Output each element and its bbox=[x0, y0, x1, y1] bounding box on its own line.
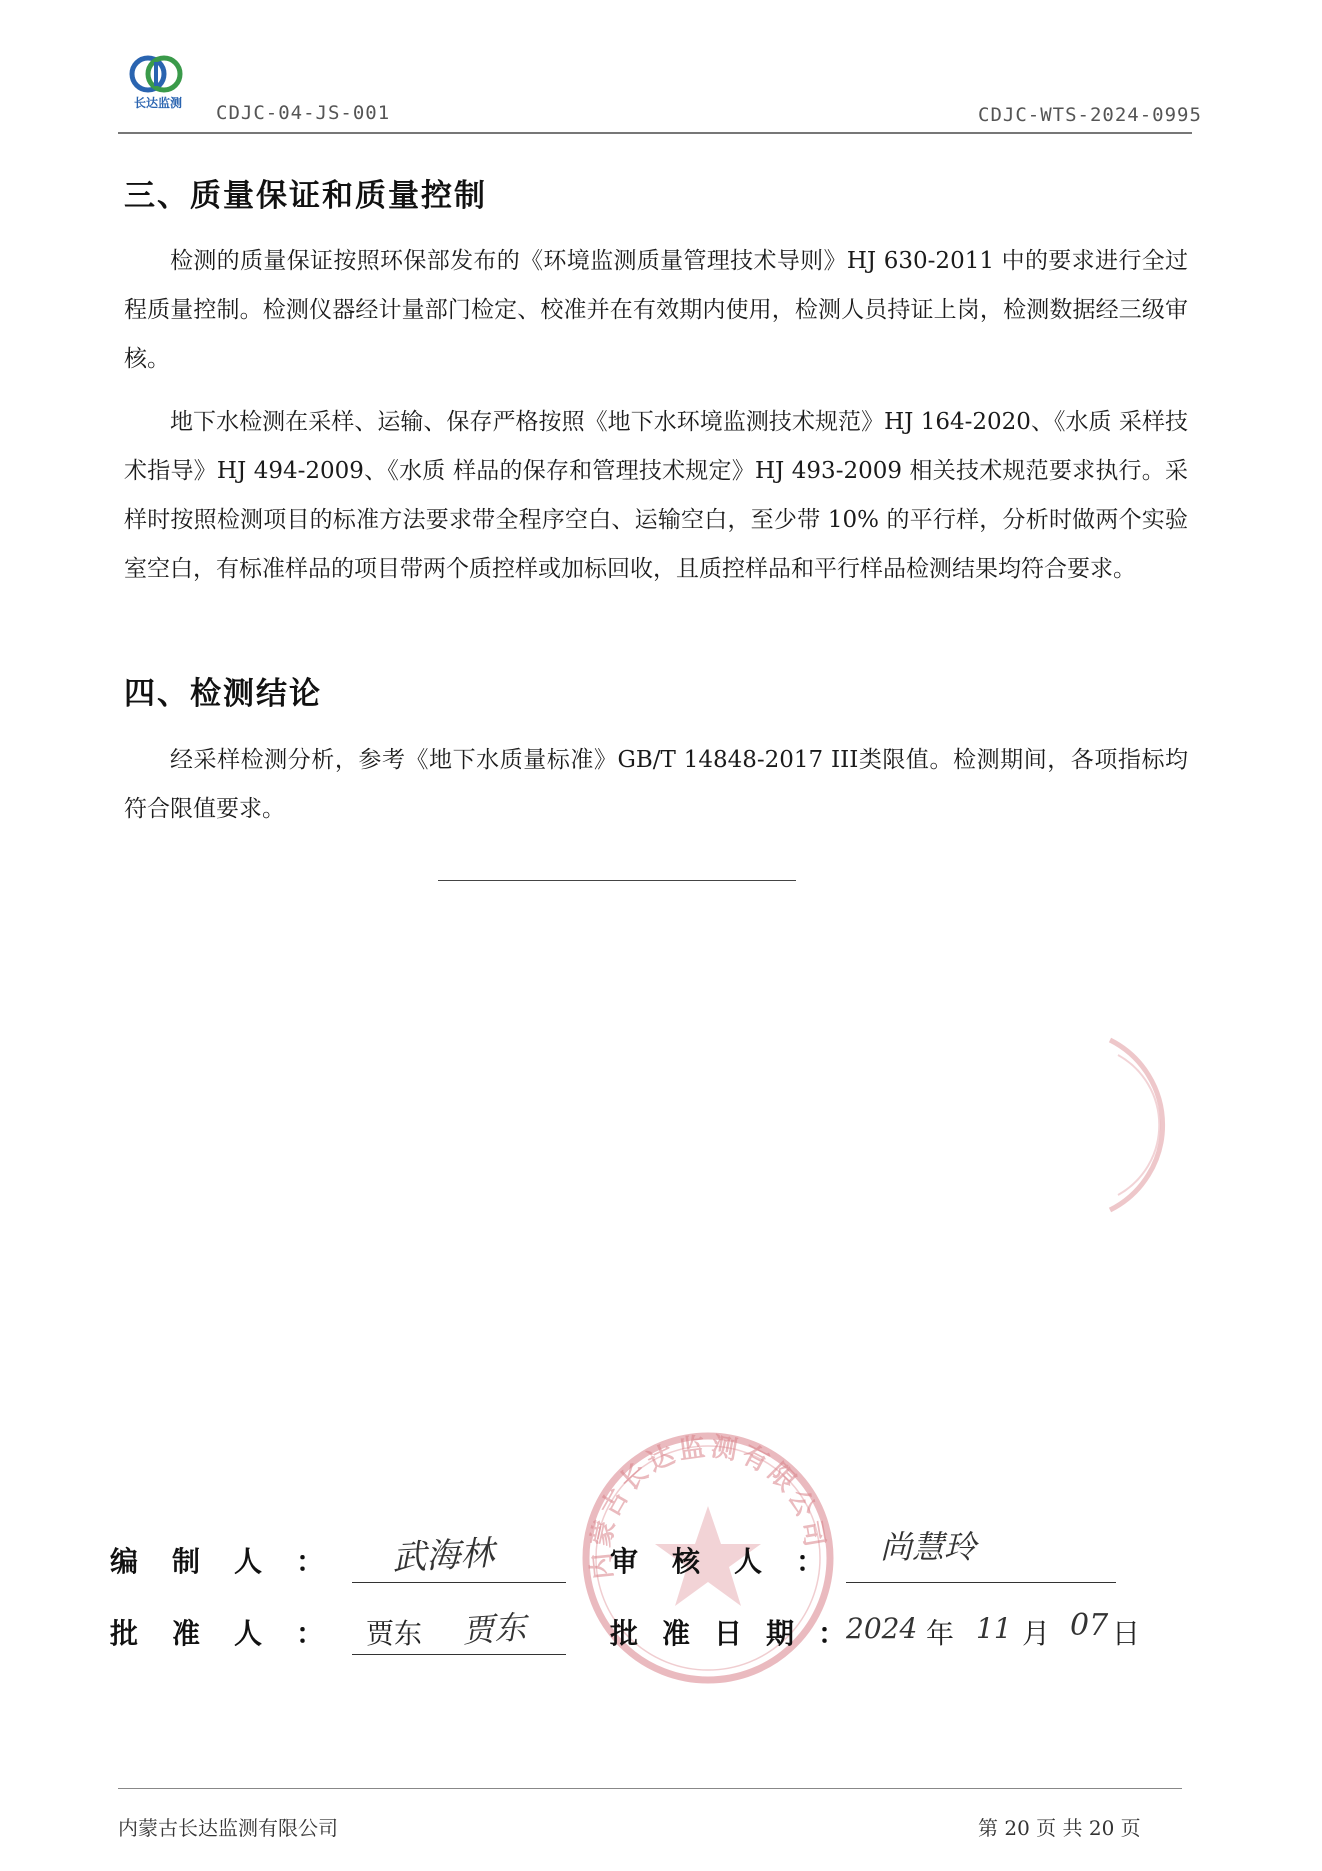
logo-text: 长达监测 bbox=[133, 96, 182, 110]
section-heading-conclusion: 四、检测结论 bbox=[124, 676, 322, 712]
paragraph-quality-assurance: 检测的质量保证按照环保部发布的《环境监测质量管理技术导则》HJ 630-2011 中的要求进行全过程质量控制。检测仪器经计量部门检定、校准并在有效期内使用，检测人员持证上岗，检测数据经三级审核。 bbox=[124, 248, 1188, 372]
section-heading-quality: 三、质量保证和质量控制 bbox=[124, 178, 487, 214]
reviewer-label: 审核人： bbox=[610, 1545, 859, 1578]
approval-date-label: 批准日期： bbox=[610, 1617, 871, 1650]
footer-page-info: 第 20 页 共 20 页 bbox=[978, 1816, 1141, 1840]
paragraph-conclusion: 经采样检测分析，参考《地下水质量标准》GB/T 14848-2017 III类限值。检测期间，各项指标均符合限值要求。 bbox=[124, 747, 1188, 822]
footer-company: 内蒙古长达监测有限公司 bbox=[118, 1816, 338, 1840]
document-code: CDJC-04-JS-001 bbox=[216, 102, 391, 124]
approver-sign-line bbox=[352, 1654, 566, 1655]
approver-name: 贾东 bbox=[366, 1617, 423, 1650]
approver-label: 批准人： bbox=[110, 1617, 359, 1650]
seal-text: 内蒙古长达监测有限公司 bbox=[586, 1432, 830, 1581]
end-of-text-line bbox=[438, 880, 796, 881]
reviewer-sign-line bbox=[846, 1582, 1116, 1583]
report-number: CDJC-WTS-2024-0995 bbox=[978, 104, 1202, 126]
compiler-signature: 武海林 bbox=[391, 1533, 496, 1579]
approver-signature: 贾东 bbox=[460, 1607, 528, 1651]
compiler-label: 编制人： bbox=[110, 1545, 359, 1578]
footer-divider bbox=[118, 1788, 1182, 1789]
year-char: 年 bbox=[926, 1617, 955, 1650]
day-char: 日 bbox=[1112, 1617, 1141, 1650]
edge-seal-stamp bbox=[1100, 1035, 1190, 1215]
approval-day: 07 bbox=[1070, 1608, 1109, 1643]
paragraph-groundwater-sampling: 地下水检测在采样、运输、保存严格按照《地下水环境监测技术规范》HJ 164-2020、《水质 采样技术指导》HJ 494-2009、《水质 样品的保存和管理技术规定》HJ 493-2009 相关技术规范要求执行。采样时按照检测项目的标准方法要求带全程序空白、运输空白，至少带 10% 的平行样，分析时做两个实验室空白，有标准样品的项目带两个质控样或加标回收，且质控样品和平行样品检测结果均符合要求。 bbox=[124, 409, 1188, 582]
logo-icon bbox=[118, 52, 198, 96]
approval-month: 11 bbox=[976, 1612, 1012, 1645]
compiler-sign-line bbox=[352, 1582, 566, 1583]
month-char: 月 bbox=[1022, 1617, 1051, 1650]
header-divider bbox=[118, 132, 1192, 134]
reviewer-signature: 尚慧玲 bbox=[880, 1528, 977, 1566]
approval-year: 2024 bbox=[846, 1612, 918, 1645]
company-logo bbox=[118, 52, 198, 110]
